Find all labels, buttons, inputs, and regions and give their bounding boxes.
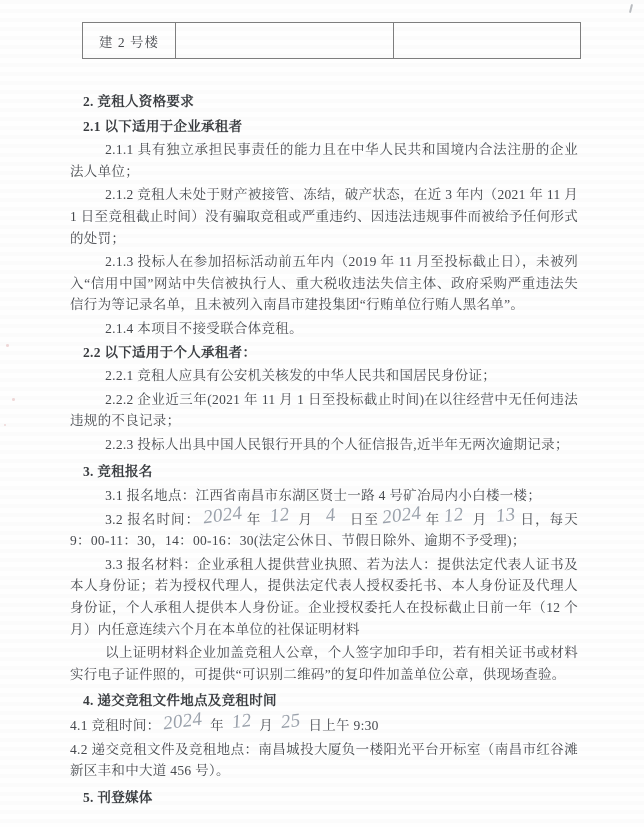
printed-text: 4.1 竞租时间： (70, 718, 161, 734)
printed-text: 月 (468, 511, 492, 527)
section-heading: 3. 竞租报名 (83, 463, 153, 479)
paragraph: 2.2.2 企业近三年(2021 年 11 月 1 日至投标截止时间)在以往经营中无任何违法违规的不良记录； (70, 391, 578, 429)
table-cell-empty-1 (176, 23, 394, 59)
table-cell-empty-2 (394, 23, 581, 59)
document-sections (70, 86, 578, 811)
paragraph: 3.1 报名地点：江西省南昌市东湖区贤士一路 4 号矿冶局内小白楼一楼； (105, 488, 542, 504)
paragraph: 2.1.2 竞租人未处于财产被接管、冻结，破产状态，在近 3 年内（2021 年 11 月 1 日至竞租截止时间）没有骗取竞租或严重违约、因违法违规事件而被给予任何形式的处罚； (70, 187, 578, 246)
paragraph: 2.2.1 竞租人应具有公安机关核发的中华人民共和国居民身份证； (105, 368, 497, 384)
paragraph: 2.1.3 投标人在参加招标活动前五年内（2019 年 11 月至投标截止日），未被列入“信用中国”网站中失信被执行人、重大税收违法失信主体、政府采购严重违法失信行为等记录名单，且未被列入南昌市建投集团“行贿单位行贿人黑名单”。 (70, 254, 578, 313)
scan-speckle (4, 424, 6, 426)
printed-text: 日，每天 9：00-11：30，14：00-16：30(法定公休日、节假日除外、逾期不予受理)； (70, 511, 579, 549)
printed-text: 年 (424, 511, 441, 527)
paragraph: 2.2.3 投标人出具中国人民银行开具的个人征信报告,近半年无两次逾期记录； (105, 436, 569, 452)
building-table (82, 22, 581, 59)
section-subheading: 2.1 以下适用于企业承租者 (83, 118, 243, 134)
paragraph: 以上证明材料企业加盖竞租人公章，个人签字加印手印，若有相关证书或材料实行电子证件照的，可提供“可识别二维码”的复印件加盖单位公章，供现场查验。 (70, 645, 578, 682)
handwritten-entry: 25 (279, 709, 302, 734)
fill-in-line (70, 502, 579, 552)
handwritten-entry: 4 (324, 504, 338, 527)
table-row (83, 23, 581, 59)
paragraph: 2.1.1 具有独立承担民事责任的能力且在中华人民共和国境内合法注册的企业法人单位； (70, 142, 578, 179)
paragraph: 2.1.4 本项目不接受联合体竞租。 (105, 320, 303, 336)
printed-text: 日至 (345, 511, 379, 527)
printed-text: 日上午 9:30 (304, 718, 379, 734)
section-heading: 4. 递交竞租文件地点及竞租时间 (83, 693, 277, 709)
printed-text: 月 (293, 511, 318, 527)
handwritten-entry: 12 (442, 503, 465, 527)
handwritten-entry: 2024 (202, 502, 244, 529)
section-subheading: 2.2 以下适用于个人承租者： (83, 344, 257, 360)
paragraph: 4.2 递交竞租文件及竞租地点：南昌城投大厦负一楼阳光平台开标室（南昌市红谷滩新区丰和中大道 456 号）。 (70, 741, 578, 779)
printed-text: 3.2 报名时间： (105, 511, 201, 527)
fill-in-line (70, 708, 578, 737)
section-heading: 5. 刊登媒体 (83, 789, 153, 805)
printed-text: 月 (255, 718, 277, 734)
scan-artifact (629, 4, 633, 13)
handwritten-entry: 13 (494, 503, 517, 527)
handwritten-entry: 2024 (380, 502, 423, 529)
scan-speckle (12, 398, 15, 401)
section-heading: 2. 竞租人资格要求 (83, 94, 194, 109)
handwritten-entry: 12 (268, 503, 291, 527)
printed-text: 年 (246, 511, 266, 527)
printed-text: 年 (206, 718, 228, 734)
paragraph: 3.3 报名材料：企业承租人提供营业执照、若为法人：提供法定代表人证书及本人身份证；若为授权代理人，提供法定代表人授权委托书、本人身份证及代理人身份证，个人承租人提供本人身份证。企业授权委托人在投标截止日前一年（12 个月）内任意连续六个月在本单位的社保证明材料 (70, 556, 578, 637)
scan-speckle (6, 344, 9, 347)
handwritten-entry: 2024 (162, 708, 204, 735)
table-cell-building-label: 建 2 号楼 (83, 23, 176, 59)
handwritten-entry: 12 (230, 709, 253, 734)
